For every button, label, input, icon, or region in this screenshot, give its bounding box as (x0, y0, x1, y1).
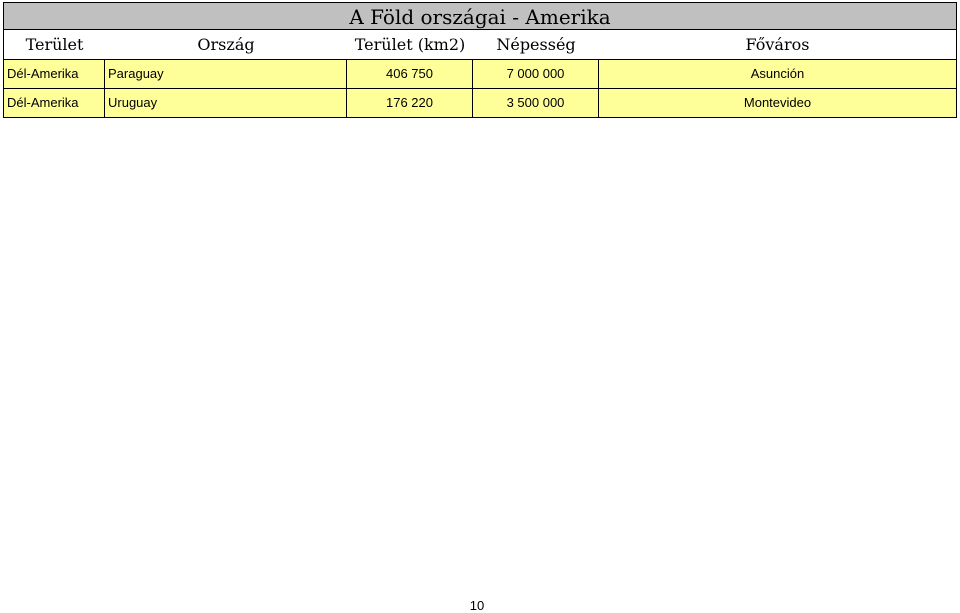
header-capital: Főváros (745, 35, 810, 54)
cell-capital: Asunción (750, 66, 805, 81)
header-country: Ország (197, 35, 255, 54)
spreadsheet-table (3, 2, 957, 118)
header-population: Népesség (496, 35, 576, 54)
table-row (3, 60, 957, 89)
cell-region: Dél-Amerika (4, 60, 105, 88)
cell-region: Dél-Amerika (4, 89, 105, 117)
cell-country: Paraguay (105, 60, 347, 88)
cell-population: 3 500 000 (473, 89, 599, 117)
page-number: 10 (469, 598, 485, 613)
cell-area: 176 220 (347, 89, 473, 117)
cell-population: 7 000 000 (473, 60, 599, 88)
cell-country: Uruguay (105, 89, 347, 117)
header-area: Terület (25, 35, 84, 54)
cell-capital: Montevideo (743, 95, 812, 110)
header-row (3, 30, 957, 60)
table-row (3, 89, 957, 118)
table-title: A Föld országai - Amerika (3, 2, 957, 30)
header-area-km2: Terület (km2) (354, 35, 466, 54)
cell-area: 406 750 (347, 60, 473, 88)
